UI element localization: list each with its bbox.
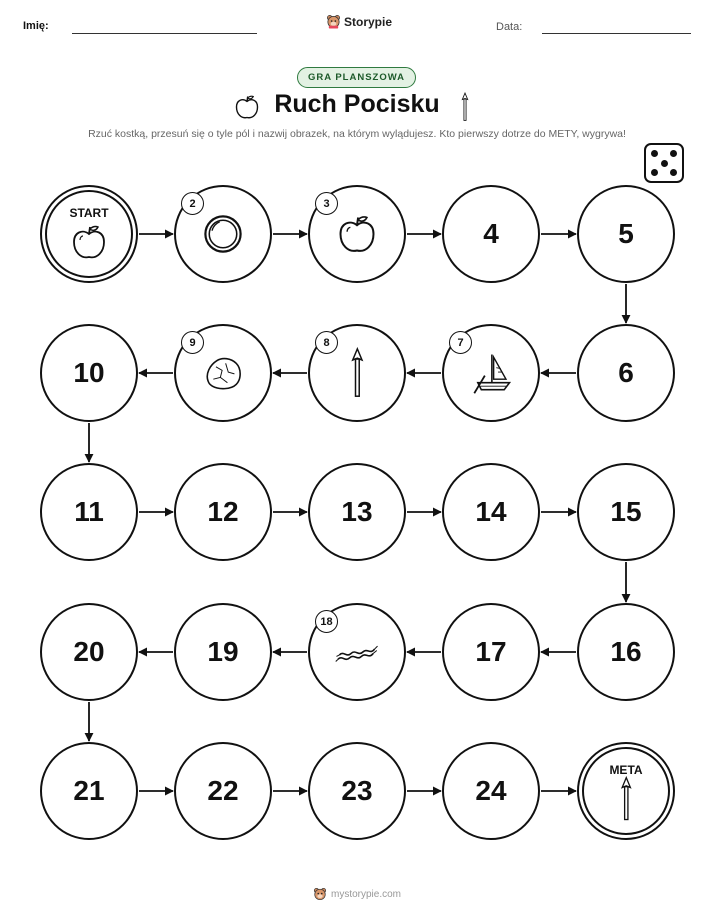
spear-icon <box>348 347 367 404</box>
tile-22 <box>174 742 272 840</box>
page-title: Ruch Pocisku <box>274 90 440 118</box>
tile-number: 20 <box>73 636 105 667</box>
apple-icon <box>335 212 379 261</box>
tile-24 <box>442 742 540 840</box>
date-label: Data: <box>496 21 523 33</box>
start-label: START <box>69 206 109 220</box>
tile-11 <box>40 463 138 561</box>
tile-number-badge: 8 <box>315 331 338 354</box>
tile-17 <box>442 603 540 701</box>
tile-7 <box>442 324 540 422</box>
tile-number: 22 <box>207 775 239 806</box>
tile-number: 11 <box>74 496 104 527</box>
tile-number-badge: 3 <box>315 192 338 215</box>
tile-13 <box>308 463 406 561</box>
tile-number: 6 <box>618 357 634 388</box>
tile-finish <box>577 742 675 840</box>
tile-number: 23 <box>341 775 373 806</box>
tile-number-badge: 2 <box>181 192 204 215</box>
tile-4 <box>442 185 540 283</box>
tile-number: 15 <box>610 496 642 527</box>
tile-number: 4 <box>483 218 499 249</box>
tile-number-badge: 7 <box>449 331 472 354</box>
tile-number: 14 <box>475 496 507 527</box>
tile-15 <box>577 463 675 561</box>
tile-number-badge: 9 <box>181 331 204 354</box>
tile-2 <box>174 185 272 283</box>
tile-number: 17 <box>475 636 507 667</box>
tile-number: 12 <box>207 496 239 527</box>
rope-icon <box>335 630 379 679</box>
tile-start <box>40 185 138 283</box>
tile-number: 10 <box>73 357 105 388</box>
tile-14 <box>442 463 540 561</box>
tile-number-badge: 18 <box>315 610 338 633</box>
tile-20 <box>40 603 138 701</box>
tile-12 <box>174 463 272 561</box>
tile-19 <box>174 603 272 701</box>
rock-icon <box>201 351 245 400</box>
tile-number: 5 <box>618 218 634 249</box>
tile-10 <box>40 324 138 422</box>
instructions-text: Rzuć kostką, przesuń się o tyle pól i nazwij obrazek, na którym wylądujesz. Kto pierwszy dotrze do METY, wygrywa! <box>88 128 626 140</box>
footer-url: mystorypie.com <box>330 888 401 900</box>
footer <box>0 887 714 901</box>
tile-5 <box>577 185 675 283</box>
tile-number: 19 <box>207 636 239 667</box>
name-label: Imię: <box>23 20 49 32</box>
tile-6 <box>577 324 675 422</box>
tile-number: 16 <box>610 636 642 667</box>
category-badge: GRA PLANSZOWA <box>297 67 416 88</box>
tile-number: 21 <box>73 775 105 806</box>
spear-icon <box>618 776 635 827</box>
tile-number: 24 <box>475 775 507 806</box>
tile-21 <box>40 742 138 840</box>
tile-18 <box>308 603 406 701</box>
ring-icon <box>201 212 245 261</box>
apple-icon <box>69 222 109 267</box>
brand-name: Storypie <box>344 14 393 29</box>
tile-9 <box>174 324 272 422</box>
tile-23 <box>308 742 406 840</box>
finish-label: META <box>609 763 643 777</box>
sailboat-icon <box>469 351 513 400</box>
tile-8 <box>308 324 406 422</box>
tile-3 <box>308 185 406 283</box>
storypie-bear-icon <box>313 887 327 901</box>
tile-number: 13 <box>341 496 373 527</box>
tile-16 <box>577 603 675 701</box>
